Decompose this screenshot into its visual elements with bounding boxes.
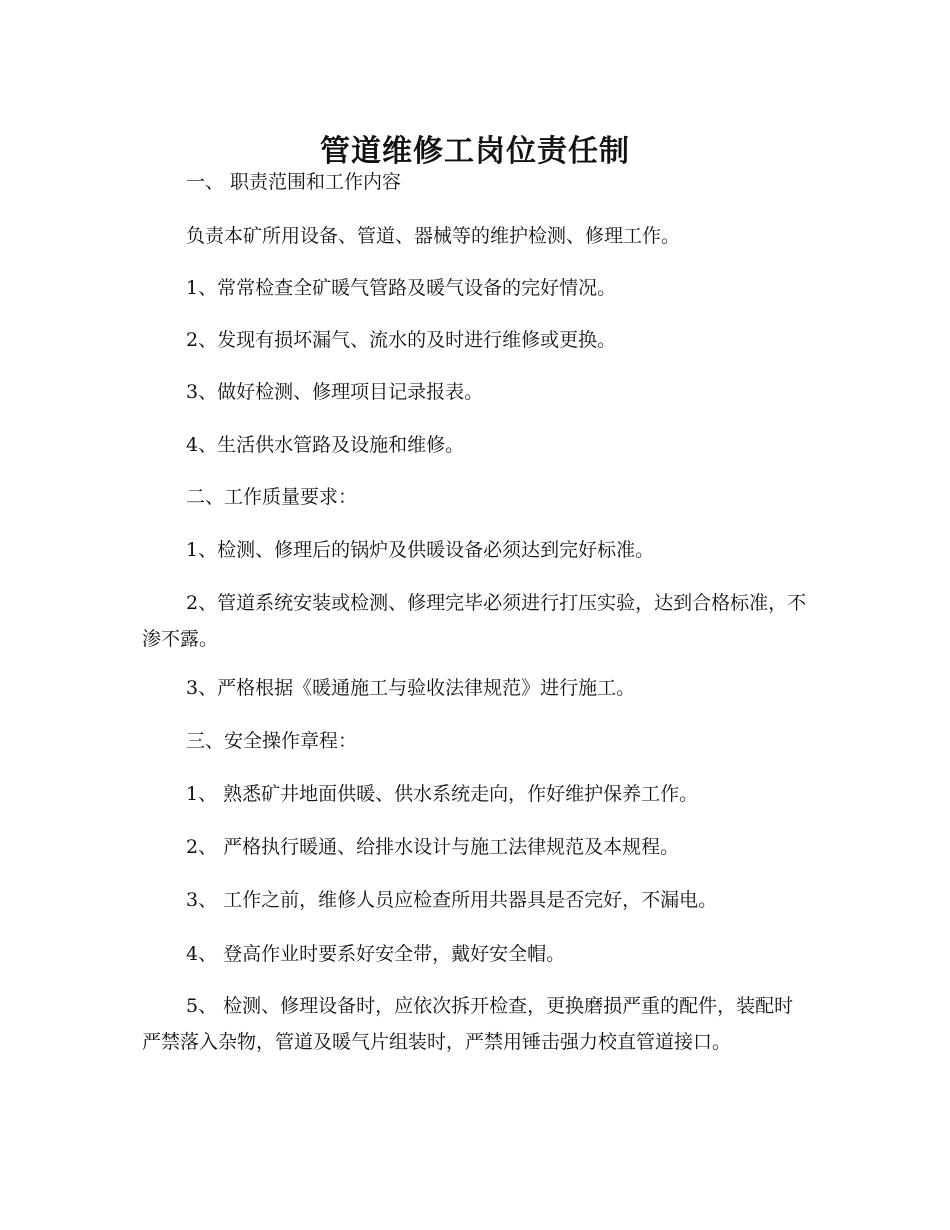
section-heading-3: 三、安全操作章程：: [186, 730, 358, 752]
document-title: 管道维修工岗位责任制: [320, 134, 630, 170]
list-item: 2、 严格执行暖通、给排水设计与施工法律规范及本规程。: [186, 836, 680, 858]
list-item: 1、常常检查全矿暖气管路及暖气设备的完好情况。: [186, 277, 617, 299]
list-item: 2、管道系统安装或检测、修理完毕必须进行打压实验，达到合格标准，不渗不露。: [142, 592, 807, 650]
list-item: 3、做好检测、修理项目记录报表。: [186, 381, 484, 403]
list-item: 4、生活供水管路及设施和维修。: [186, 434, 465, 456]
list-item: 2、发现有损坏漏气、流水的及时进行维修或更换。: [186, 329, 617, 351]
section-heading-1: 一、 职责范围和工作内容: [186, 171, 402, 193]
list-item: 1、检测、修理后的锅炉及供暖设备必须达到完好标准。: [186, 539, 655, 561]
section-heading-2: 二、工作质量要求：: [186, 486, 358, 508]
list-item: 3、严格根据《暖通施工与验收法律规范》进行施工。: [186, 677, 636, 699]
list-item: 3、 工作之前，维修人员应检查所用共器具是否完好，不漏电。: [186, 889, 718, 911]
list-item: 5、 检测、修理设备时，应依次拆开检查，更换磨损严重的配件，装配时严禁落入杂物，管道及暖气片组装时，严禁用锤击强力校直管道接口。: [142, 995, 794, 1053]
list-item: 1、 熟悉矿井地面供暖、供水系统走向，作好维护保养工作。: [186, 783, 699, 805]
paragraph: 负责本矿所用设备、管道、器械等的维护检测、修理工作。: [186, 225, 681, 247]
list-item: 4、 登高作业时要系好安全带，戴好安全帽。: [186, 943, 566, 965]
